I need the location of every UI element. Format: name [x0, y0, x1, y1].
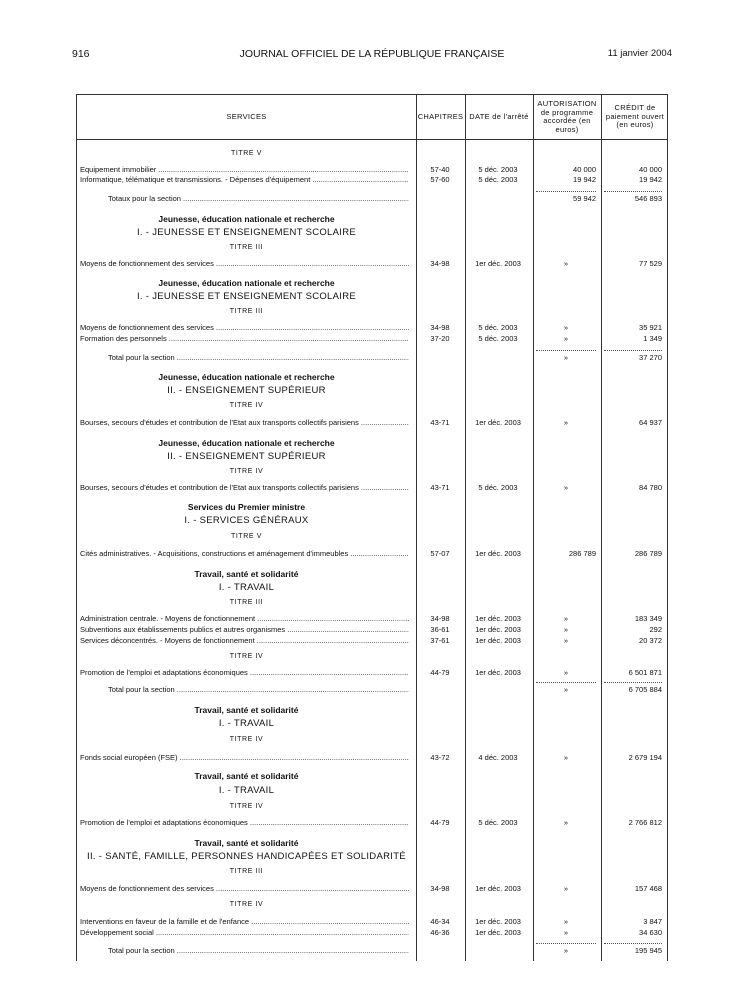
section-heading: I. - JEUNESSE ET ENSEIGNEMENT SCOLAIRE — [136, 227, 357, 238]
chapitre-cell: 57-60 — [430, 175, 450, 184]
credit-cell: 64 937 — [639, 418, 662, 427]
header-credit: CRÉDIT de paiement ouvert (en euros) — [605, 103, 665, 130]
credit-cell: 6 705 884 — [628, 685, 662, 694]
line-label: Formation des personnels ..... — [80, 334, 409, 343]
chapitre-cell: 43-72 — [430, 753, 450, 762]
chapitre-cell: 37-20 — [430, 334, 450, 343]
total-rule — [604, 350, 662, 351]
total-rule — [536, 682, 596, 683]
date-cell: 5 déc. 2003 — [478, 165, 518, 174]
date-cell: 5 déc. 2003 — [478, 323, 518, 332]
date-cell: 1er déc. 2003 — [475, 636, 521, 645]
line-label: Développement social ..... — [80, 928, 409, 937]
ministry-heading: Jeunesse, éducation nationale et recherche — [158, 372, 335, 382]
column-divider — [601, 95, 602, 961]
line-label: Fonds social européen (FSE) ..... — [80, 753, 409, 762]
autorisation-cell: » — [563, 818, 569, 827]
ministry-heading: Travail, santé et solidarité — [194, 569, 299, 579]
section-heading: I. - SERVICES GÉNÉRAUX — [184, 515, 309, 526]
titre-heading: TITRE III — [229, 868, 264, 875]
date-cell: 5 déc. 2003 — [478, 483, 518, 492]
titre-heading: TITRE IV — [229, 653, 264, 660]
line-label: Bourses, secours d'études et contribution de l'Etat aux transports collectifs parisiens ..... — [80, 418, 409, 427]
section-heading: II. - ENSEIGNEMENT SUPÉRIEUR — [167, 451, 326, 462]
line-label: Bourses, secours d'études et contribution de l'Etat aux transports collectifs parisiens ..... — [80, 483, 409, 492]
chapitre-cell: 34-98 — [430, 614, 450, 623]
ministry-heading: Jeunesse, éducation nationale et recherche — [158, 214, 335, 224]
date-cell: 1er déc. 2003 — [475, 884, 521, 893]
credit-cell: 6 501 871 — [628, 668, 662, 677]
ministry-heading: Travail, santé et solidarité — [194, 771, 299, 781]
autorisation-cell: » — [563, 753, 569, 762]
page-number: 916 — [72, 48, 90, 60]
credit-cell: 34 630 — [639, 928, 662, 937]
titre-heading: TITRE IV — [229, 736, 264, 743]
total-rule — [536, 191, 596, 192]
total-label: Total pour la section ..... — [108, 685, 409, 694]
ministry-heading: Jeunesse, éducation nationale et recherche — [158, 278, 335, 288]
autorisation-cell: » — [563, 418, 569, 427]
titre-heading: TITRE V — [230, 533, 263, 540]
chapitre-cell: 43-71 — [430, 418, 450, 427]
titre-heading: TITRE IV — [229, 803, 264, 810]
date-cell: 1er déc. 2003 — [475, 625, 521, 634]
credit-cell: 37 270 — [639, 353, 662, 362]
titre-heading: TITRE III — [229, 244, 264, 251]
table-header — [77, 95, 667, 140]
journal-title: JOURNAL OFFICIEL DE LA RÉPUBLIQUE FRANÇAISE — [239, 48, 505, 60]
date-cell: 1er déc. 2003 — [475, 928, 521, 937]
chapitre-cell: 37-61 — [430, 636, 450, 645]
titre-heading: TITRE III — [229, 308, 264, 315]
date-cell: 5 déc. 2003 — [478, 334, 518, 343]
section-heading: I. - JEUNESSE ET ENSEIGNEMENT SCOLAIRE — [136, 291, 357, 302]
chapitre-cell: 34-98 — [430, 884, 450, 893]
column-divider — [416, 95, 417, 961]
line-label: Moyens de fonctionnement des services ..... — [80, 323, 409, 332]
header-autorisation: AUTORISATION de programme accordée (en euros) — [537, 99, 597, 134]
date-cell: 1er déc. 2003 — [475, 668, 521, 677]
credit-cell: 195 945 — [634, 946, 662, 955]
chapitre-cell: 44-79 — [430, 668, 450, 677]
titre-heading: TITRE III — [229, 599, 264, 606]
date-cell: 1er déc. 2003 — [475, 614, 521, 623]
date-cell: 1er déc. 2003 — [475, 418, 521, 427]
titre-heading: TITRE IV — [229, 901, 264, 908]
credit-cell: 183 349 — [634, 614, 662, 623]
autorisation-cell: » — [563, 884, 569, 893]
date-cell: 5 déc. 2003 — [478, 175, 518, 184]
chapitre-cell: 44-79 — [430, 818, 450, 827]
credit-cell: 2 766 812 — [628, 818, 662, 827]
credit-cell: 19 942 — [639, 175, 662, 184]
total-rule — [604, 191, 662, 192]
titre-heading: TITRE IV — [229, 468, 264, 475]
total-label: Total pour la section ..... — [108, 353, 409, 362]
autorisation-cell: » — [563, 917, 569, 926]
section-heading: I. - TRAVAIL — [218, 718, 275, 729]
line-label: Moyens de fonctionnement des services ..... — [80, 259, 409, 268]
chapitre-cell: 46-34 — [430, 917, 450, 926]
autorisation-cell: 19 942 — [573, 175, 596, 184]
credit-cell: 35 921 — [639, 323, 662, 332]
chapitre-cell: 34-98 — [430, 259, 450, 268]
autorisation-cell: » — [563, 259, 569, 268]
total-rule — [536, 943, 596, 944]
chapitre-cell: 36-61 — [430, 625, 450, 634]
autorisation-cell: » — [563, 323, 569, 332]
column-divider — [533, 95, 534, 961]
header-date: DATE de l'arrêté — [469, 111, 529, 121]
chapitre-cell: 34-98 — [430, 323, 450, 332]
credit-cell: 157 468 — [634, 884, 662, 893]
autorisation-cell: » — [563, 353, 569, 362]
date-cell: 1er déc. 2003 — [475, 259, 521, 268]
total-rule — [536, 350, 596, 351]
autorisation-cell: » — [563, 614, 569, 623]
total-label: Total pour la section ..... — [108, 946, 409, 955]
autorisation-cell: » — [563, 685, 569, 694]
line-label: Moyens de fonctionnement des services ..... — [80, 884, 409, 893]
section-heading: I. - TRAVAIL — [218, 582, 275, 593]
chapitre-cell: 57-07 — [430, 549, 450, 558]
autorisation-cell: » — [563, 334, 569, 343]
chapitre-cell: 43-71 — [430, 483, 450, 492]
titre-heading: TITRE V — [230, 150, 263, 157]
line-label: Informatique, télématique et transmissions. - Dépenses d'équipement ..... — [80, 175, 409, 184]
ministry-heading: Services du Premier ministre — [187, 502, 306, 512]
autorisation-cell: » — [563, 625, 569, 634]
line-label: Subventions aux établissements publics et autres organismes ..... — [80, 625, 409, 634]
issue-date: 11 janvier 2004 — [607, 48, 672, 59]
credits-table — [76, 94, 668, 961]
autorisation-cell: » — [563, 483, 569, 492]
page-header — [72, 48, 672, 62]
credit-cell: 20 372 — [639, 636, 662, 645]
line-label: Equipement immobilier ..... — [80, 165, 409, 174]
header-services: SERVICES — [226, 111, 267, 121]
line-label: Promotion de l'emploi et adaptations économiques ..... — [80, 818, 409, 827]
section-heading: I. - TRAVAIL — [218, 785, 275, 796]
titre-heading: TITRE IV — [229, 402, 264, 409]
credit-cell: 3 847 — [643, 917, 662, 926]
date-cell: 5 déc. 2003 — [478, 818, 518, 827]
line-label: Services déconcentrés. - Moyens de fonctionnement ..... — [80, 636, 409, 645]
date-cell: 1er déc. 2003 — [475, 917, 521, 926]
credit-cell: 1 349 — [643, 334, 662, 343]
date-cell: 1er déc. 2003 — [475, 549, 521, 558]
section-heading: II. - ENSEIGNEMENT SUPÉRIEUR — [167, 385, 326, 396]
credit-cell: 40 000 — [639, 165, 662, 174]
header-chapitres: CHAPITRES — [417, 111, 464, 121]
autorisation-cell: » — [563, 928, 569, 937]
autorisation-cell: 286 789 — [568, 549, 596, 558]
total-rule — [604, 682, 662, 683]
autorisation-cell: » — [563, 668, 569, 677]
autorisation-cell: » — [563, 946, 569, 955]
autorisation-cell: » — [563, 636, 569, 645]
credit-cell: 286 789 — [634, 549, 662, 558]
ministry-heading: Travail, santé et solidarité — [194, 705, 299, 715]
line-label: Administration centrale. - Moyens de fonctionnement ..... — [80, 614, 409, 623]
date-cell: 4 déc. 2003 — [478, 753, 518, 762]
total-label: Totaux pour la section ..... — [108, 194, 409, 203]
ministry-heading: Jeunesse, éducation nationale et recherche — [158, 438, 335, 448]
chapitre-cell: 46-36 — [430, 928, 450, 937]
chapitre-cell: 57-40 — [430, 165, 450, 174]
line-label: Promotion de l'emploi et adaptations économiques ..... — [80, 668, 409, 677]
credit-cell: 292 — [649, 625, 662, 634]
credit-cell: 77 529 — [639, 259, 662, 268]
line-label: Interventions en faveur de la famille et de l'enfance ..... — [80, 917, 409, 926]
autorisation-cell: 59 942 — [573, 194, 596, 203]
autorisation-cell: 40 000 — [573, 165, 596, 174]
credit-cell: 2 679 194 — [628, 753, 662, 762]
credit-cell: 546 893 — [634, 194, 662, 203]
credit-cell: 84 780 — [639, 483, 662, 492]
column-divider — [465, 95, 466, 961]
section-heading: II. - SANTÉ, FAMILLE, PERSONNES HANDICAPÉES ET SOLIDARITÉ — [87, 851, 406, 862]
line-label: Cités administratives. - Acquisitions, constructions et aménagement d'immeubles ..... — [80, 549, 409, 558]
ministry-heading: Travail, santé et solidarité — [194, 838, 299, 848]
total-rule — [604, 943, 662, 944]
